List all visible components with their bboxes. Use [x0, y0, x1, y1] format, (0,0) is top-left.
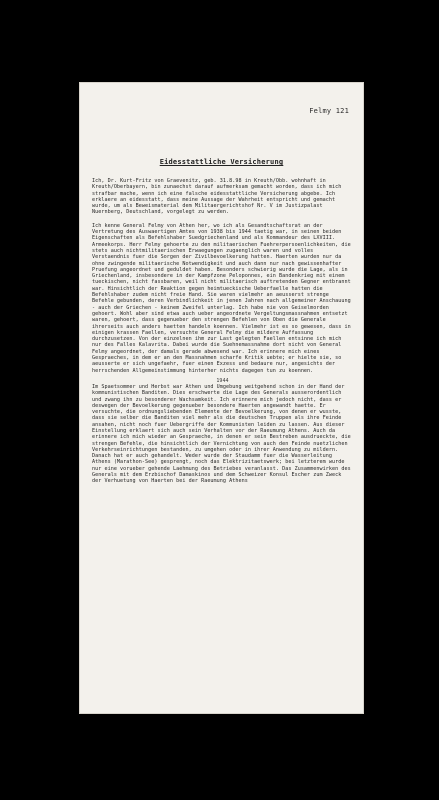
paragraph-evacuation: Im Spaetsommer und Herbst war Athen und Umgebung weitgehend schon in der Hand der kommunistischen Banditen. Dies erschwerte die Lage des Generals ausserordentlich und zwang ihn zu besonderer Wachsamkeit. Ich erinnere mich jedoch nicht, dass er deswegen der Bevoelkerung gegenueber besondere Haerten angewandt haette. Er versuchte, die ordnungsliebenden Elemente der Bevoelkerung, von denen er wusste, dass sie selber die Banditen viel mehr als die deutschen Truppen als ihre Feinde ansahen, nicht noch fuer Uebergriffe der Kommunisten leiden zu lassen. Aus dieser Einstellung erklaert sich auch sein Verhalten vor der Raeumung Athens. Auch da erinnere ich mich wieder an Gespraeche, in denen er sein Bestreben ausdrueckte, die strengen Befehle, die hinsichtlich der Vernichtung von auch den Feinde nuetzlichen Verkehrseinrichtungen bestanden, zu umgehen oder in ihrer Anwendung zu mildern. Danach hat er auch gehandelt. Weder wurde der Staudamm fuer die Wasserleitung Athens (Marathon-See) gesprengt, noch das Elektrizitaetswerk; bei letzterem wurde nur eine vorueber gehende Laehmung des Betriebes veranlasst. Das Zusammenwirken des Generals mit dem Erzbischof Damaskinos und dem Schweizer Konsul Escher zum Zweck der Verhuetung von Haerten bei der Raeumung Athens: [92, 383, 351, 485]
document-body: [92, 178, 353, 492]
section-marker: 1944: [216, 377, 229, 384]
document-page: [80, 83, 363, 713]
paragraph-athens: Ich kenne General Felmy von Athen her, wo ich als Gesandtschaftsrat an der Vertretung des Auswaertigen Amtes von 1938 bis 1944 taetig war, in seinen beiden Eigenschaften als Befehlshaber Suedgriechenland und als Kommandeur des LXVIII. Armeekorps. Herr Felmy gehoerte zu den militaerischen Fuehrerpersoenlichkeiten, die stets auch nichtmilitaerischen Erwaegungen zugaenglich waren und volles Verstaendnis fuer die Sorgen der Zivilbevoelkerung hatten. Haerten wurden nur da ohne zwingende militaerische Notwendigkeit und auch dann nur nach gewissenhafter Pruefung angeordnet und geduldet haben. Besonders schwierig wurde die Lage, als in Griechenland, insbesondere in der Kampfzone Peloponnes, ein Bandenkrieg mit einem tueckischen, nicht fassbaren, weil nicht militaerisch auftretenden Gegner entbrannt war. Hinsichtlich der Reaktion gegen heimtueckische Ueberfaelle hatten die Befehlshaber zudem nicht freie Hand. Sie waren vielmehr an aeusserst strenge Befehle gebunden, deren Verbindlichkeit in jenen Jahren nach allgemeiner Anschauung - auch der Griechen - keinem Zweifel unterlag. Ich habe nie von Geiselmorden gehoert. Wohl aber sind etwa auch ueber angeordnete Vergeltungsmassnahmen entsetzt waren, gehoert, dass gegenueber den strengen Befehlen von Oben die Generale ihrerseits auch anders haetten handeln koennen. Vielmehr ist es so gewesen, dass in einigen krassen Faellen, versuchte General Felmy die mildere Auffassung durchzusetzen. Von der einzelnen ihm zur Last gelegten Faellen entsinne ich mich nur des Falles Kalavrita. Dabei wurde die Suehnemassnahme dort nicht von General Felmy angeordnet, der damals gerade abwesend war. Ich erinnere mich eines Gespraeches, in dem er an den Massnahmen scharfe Kritik uebte; er hielte sie, so aeusserte er sich ungefaehr, fuer einen Exzess und bedaure nur, angesichts der herrschenden Allgemeinstimmung hinterher nichts dagegen tun zu koennen.: [92, 222, 351, 374]
paragraph-declaration: Ich, Dr. Kurt-Fritz von Graevenitz, geb. 31.8.98 in Kreuth/Obb. wohnhaft in Kreuth/Oberbayern, bin zunaechst darauf aufmerksam gemacht worden, dass ich mich strafbar mache, wenn ich eine falsche eidesstattliche Versicherung abgebe. Ich erklaere an eidesstatt, dass meine Aussage der Wahrheit entspricht und gemacht wurde, um als Beweismaterial dem Militaergerichtshof Nr. V im Justizpalast Nuernberg, Deutschland, vorgelegt zu werden.: [92, 178, 342, 216]
document-title: Eidesstattliche Versicherung: [159, 158, 284, 166]
page-number: Felmy 121: [309, 107, 349, 115]
